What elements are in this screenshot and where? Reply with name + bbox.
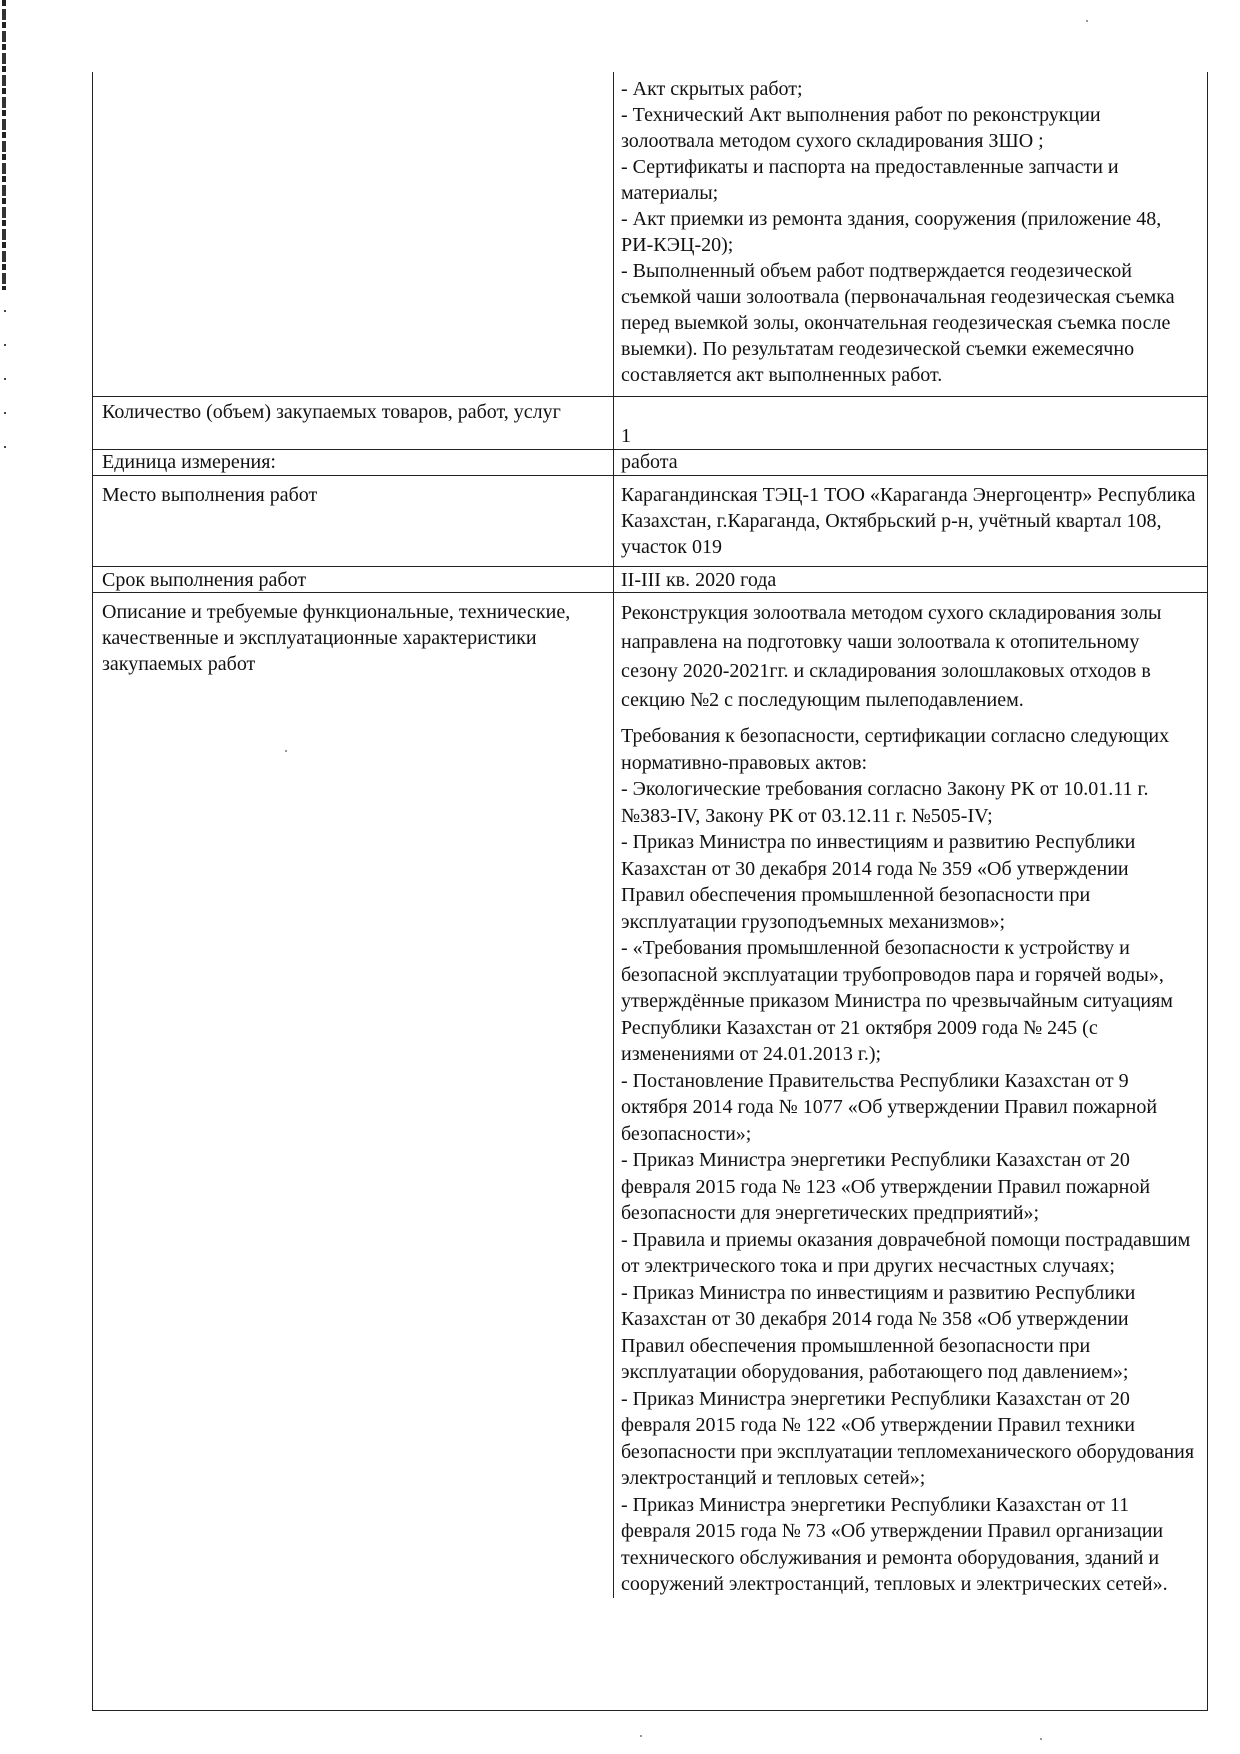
table-row-documents [93, 72, 1207, 396]
list-item: - Экологические требования согласно Закону РК от 10.01.11 г. №383-IV, Закону РК от 03.12.11 г. №505-IV; [621, 778, 1149, 827]
list-item: - «Требования промышленной безопасности к устройству и безопасной эксплуатации трубопроводов пара и горячей воды», утверждённые приказом Министра по чрезвычайным ситуациям Республики Казахстан от 21 октября 2009 года № 245 (с изменениями от 24.01.2013 г.); [621, 937, 1173, 1065]
list-item: - Приказ Министра энергетики Республики Казахстан от 20 февраля 2015 года № 122 «Об утверждении Правил техники безопасности при эксплуатации тепломеханического оборудования электростанций и тепловых сетей»; [621, 1387, 1195, 1489]
list-item: - Правила и приемы оказания доврачебной помощи пострадавшим от электрического тока и при других несчастных случаях; [621, 1228, 1191, 1277]
scan-speck [1040, 1738, 1042, 1740]
list-item: - Технический Акт выполнения работ по реконструкции золоотвала методом сухого складирования ЗШО ; [621, 104, 1101, 152]
list-item: - Акт приемки из ремонта здания, сооружения (приложение 48, РИ-КЭЦ-20); [621, 208, 1162, 256]
description-label: Описание и требуемые функциональные, технические, качественные и эксплуатационные характеристики закупаемых работ [93, 593, 614, 1598]
list-item: - Выполненный объем работ подтверждается геодезической съемкой чаши золоотвала (первоначальная геодезическая съемка перед выемкой золы, окончательная геодезическая съемка после выемки). По результатам геодезической съемки ежемесячно составляется акт выполненных работ. [621, 260, 1175, 386]
table-row-quantity [93, 396, 1207, 449]
table-row-term [93, 566, 1207, 592]
term-value: II-III кв. 2020 года [621, 569, 777, 591]
quantity-label: Количество (объем) закупаемых товаров, работ, услуг [93, 397, 614, 449]
list-item: - Приказ Министра по инвестициям и развитию Республики Казахстан от 30 декабря 2014 года № 359 «Об утверждении Правил обеспечения промышленной безопасности при эксплуатации грузоподъемных механизмов»; [621, 831, 1136, 933]
scan-speck [640, 1735, 642, 1737]
unit-label: Единица измерения: [93, 450, 614, 475]
documents-label-cell [93, 72, 614, 396]
table-row-place [93, 475, 1207, 566]
place-value: Карагандинская ТЭЦ-1 ТОО «Караганда Энергоцентр» Республика Казахстан, г.Караганда, Октябрьский р-н, учётный квартал 108, участок 019 [621, 484, 1196, 558]
list-item: - Приказ Министра энергетики Республики Казахстан от 20 февраля 2015 года № 123 «Об утверждении Правил пожарной безопасности для энергетических предприятий»; [621, 1149, 1151, 1224]
place-label: Место выполнения работ [93, 476, 614, 566]
specification-table [92, 72, 1208, 1711]
requirements-intro: Требования к безопасности, сертификации согласно следующих нормативно-правовых актов: [621, 725, 1170, 774]
scan-speck [1086, 20, 1088, 22]
documents-list [614, 72, 1207, 396]
scan-edge-artifact [2, 0, 6, 290]
scan-dots-artifact [4, 310, 6, 460]
unit-value: работа [621, 451, 678, 473]
list-item: - Приказ Министра энергетики Республики Казахстан от 11 февраля 2015 года № 73 «Об утверждении Правил организации технического обслуживания и ремонта оборудования, зданий и сооружений электростанций, тепловых и электрических сетей». [621, 1493, 1168, 1595]
list-item: - Приказ Министра по инвестициям и развитию Республики Казахстан от 30 декабря 2014 года № 358 «Об утверждении Правил обеспечения промышленной безопасности при эксплуатации оборудования, работающего под давлением»; [621, 1281, 1136, 1383]
list-item: - Постановление Правительства Республики Казахстан от 9 октября 2014 года № 1077 «Об утверждении Правил пожарной безопасности»; [621, 1069, 1158, 1145]
description-content [614, 593, 1207, 1598]
scan-speck [285, 750, 287, 752]
table-row-unit [93, 449, 1207, 475]
list-item: - Сертификаты и паспорта на предоставленные запчасти и материалы; [621, 156, 1119, 204]
term-label: Срок выполнения работ [93, 567, 614, 592]
quantity-value: 1 [621, 425, 631, 447]
list-item: - Акт скрытых работ; [621, 78, 803, 100]
table-row-description [93, 592, 1207, 1598]
description-lead: Реконструкция золоотвала методом сухого складирования золы направлена на подготовку чаши золоотвала к отопительному сезону 2020-2021гг. и складирования золошлаковых отходов в секцию №2 с последующим пылеподавлением. [621, 602, 1162, 711]
